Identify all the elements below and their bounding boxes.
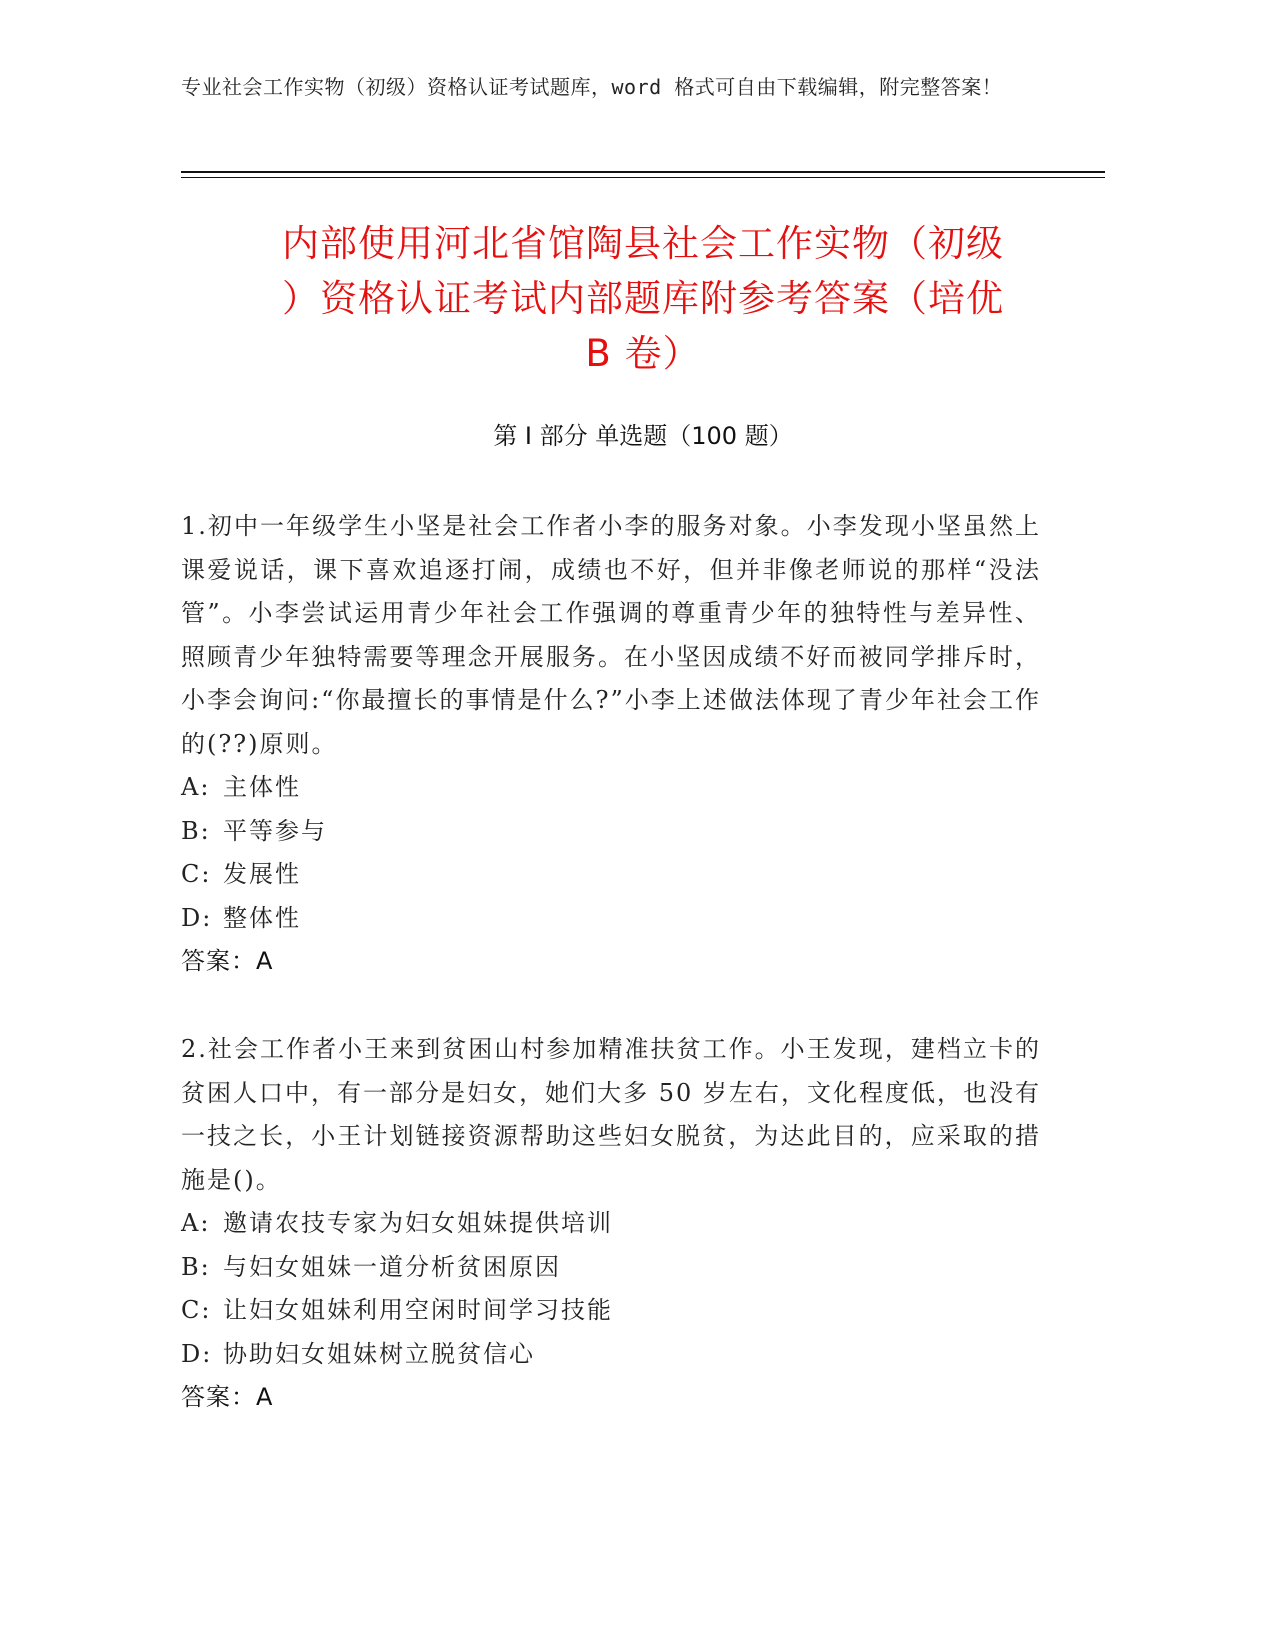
- question-1: [181, 505, 1041, 984]
- option-d: [181, 1333, 1041, 1377]
- option-letter: D:: [181, 903, 213, 932]
- option-text: 整体性: [223, 903, 301, 932]
- option-d: [181, 897, 1041, 941]
- option-text: 让妇女姐妹利用空闲时间学习技能: [223, 1296, 613, 1324]
- title-line-1: 内部使用河北省馆陶县社会工作实物（初级: [282, 222, 1004, 265]
- header-rule-thin: [181, 177, 1105, 178]
- option-letter: D:: [181, 1339, 213, 1368]
- option-b: [181, 810, 1041, 854]
- option-b: [181, 1246, 1041, 1290]
- option-letter: C:: [181, 860, 212, 888]
- option-letter: A:: [181, 773, 211, 801]
- title-line-3: B 卷）: [585, 332, 701, 375]
- option-a: [181, 1202, 1041, 1246]
- option-a: [181, 766, 1041, 810]
- header-rule-thick: [181, 171, 1105, 173]
- option-c: [181, 853, 1041, 897]
- option-text: 主体性: [223, 773, 301, 801]
- option-letter: B:: [181, 816, 211, 845]
- page-header-text: 专业社会工作实物（初级）资格认证考试题库，word 格式可自由下载编辑，附完整答案！: [181, 75, 1003, 99]
- option-text: 与妇女姐妹一道分析贫困原因: [223, 1252, 561, 1281]
- option-letter: B:: [181, 1252, 211, 1281]
- title-line-2: ）资格认证考试内部题库附参考答案（培优: [282, 277, 1004, 320]
- option-letter: A:: [181, 1209, 211, 1237]
- option-letter: C:: [181, 1296, 212, 1324]
- question-2: [181, 1028, 1041, 1420]
- option-text: 协助妇女姐妹树立脱贫信心: [223, 1339, 535, 1368]
- question-stem: 2.社会工作者小王来到贫困山村参加精准扶贫工作。小王发现，建档立卡的贫困人口中，有一部分是妇女，她们大多 50 岁左右，文化程度低，也没有一技之长，小王计划链接资源帮助这些妇女脱贫，为达此目的，应采取的措施是()。: [181, 1035, 1041, 1194]
- answer-line: 答案：A: [181, 947, 274, 975]
- answer-line: 答案：A: [181, 1383, 274, 1411]
- document-title: [181, 216, 1105, 381]
- question-stem: 1.初中一年级学生小坚是社会工作者小李的服务对象。小李发现小坚虽然上课爱说话，课下喜欢追逐打闹，成绩也不好，但并非像老师说的那样“没法管”。小李尝试运用青少年社会工作强调的尊重青少年的独特性与差异性、照顾青少年独特需要等理念开展服务。在小坚因成绩不好而被同学排斥时，小李会询问:“你最擅长的事情是什么?”小李上述做法体现了青少年社会工作的(??)原则。: [181, 512, 1041, 758]
- option-text: 邀请农技专家为妇女姐妹提供培训: [223, 1209, 613, 1237]
- option-text: 发展性: [223, 860, 301, 888]
- option-c: [181, 1289, 1041, 1333]
- option-text: 平等参与: [223, 816, 327, 845]
- section-title: 第 I 部分 单选题（100 题）: [493, 422, 793, 450]
